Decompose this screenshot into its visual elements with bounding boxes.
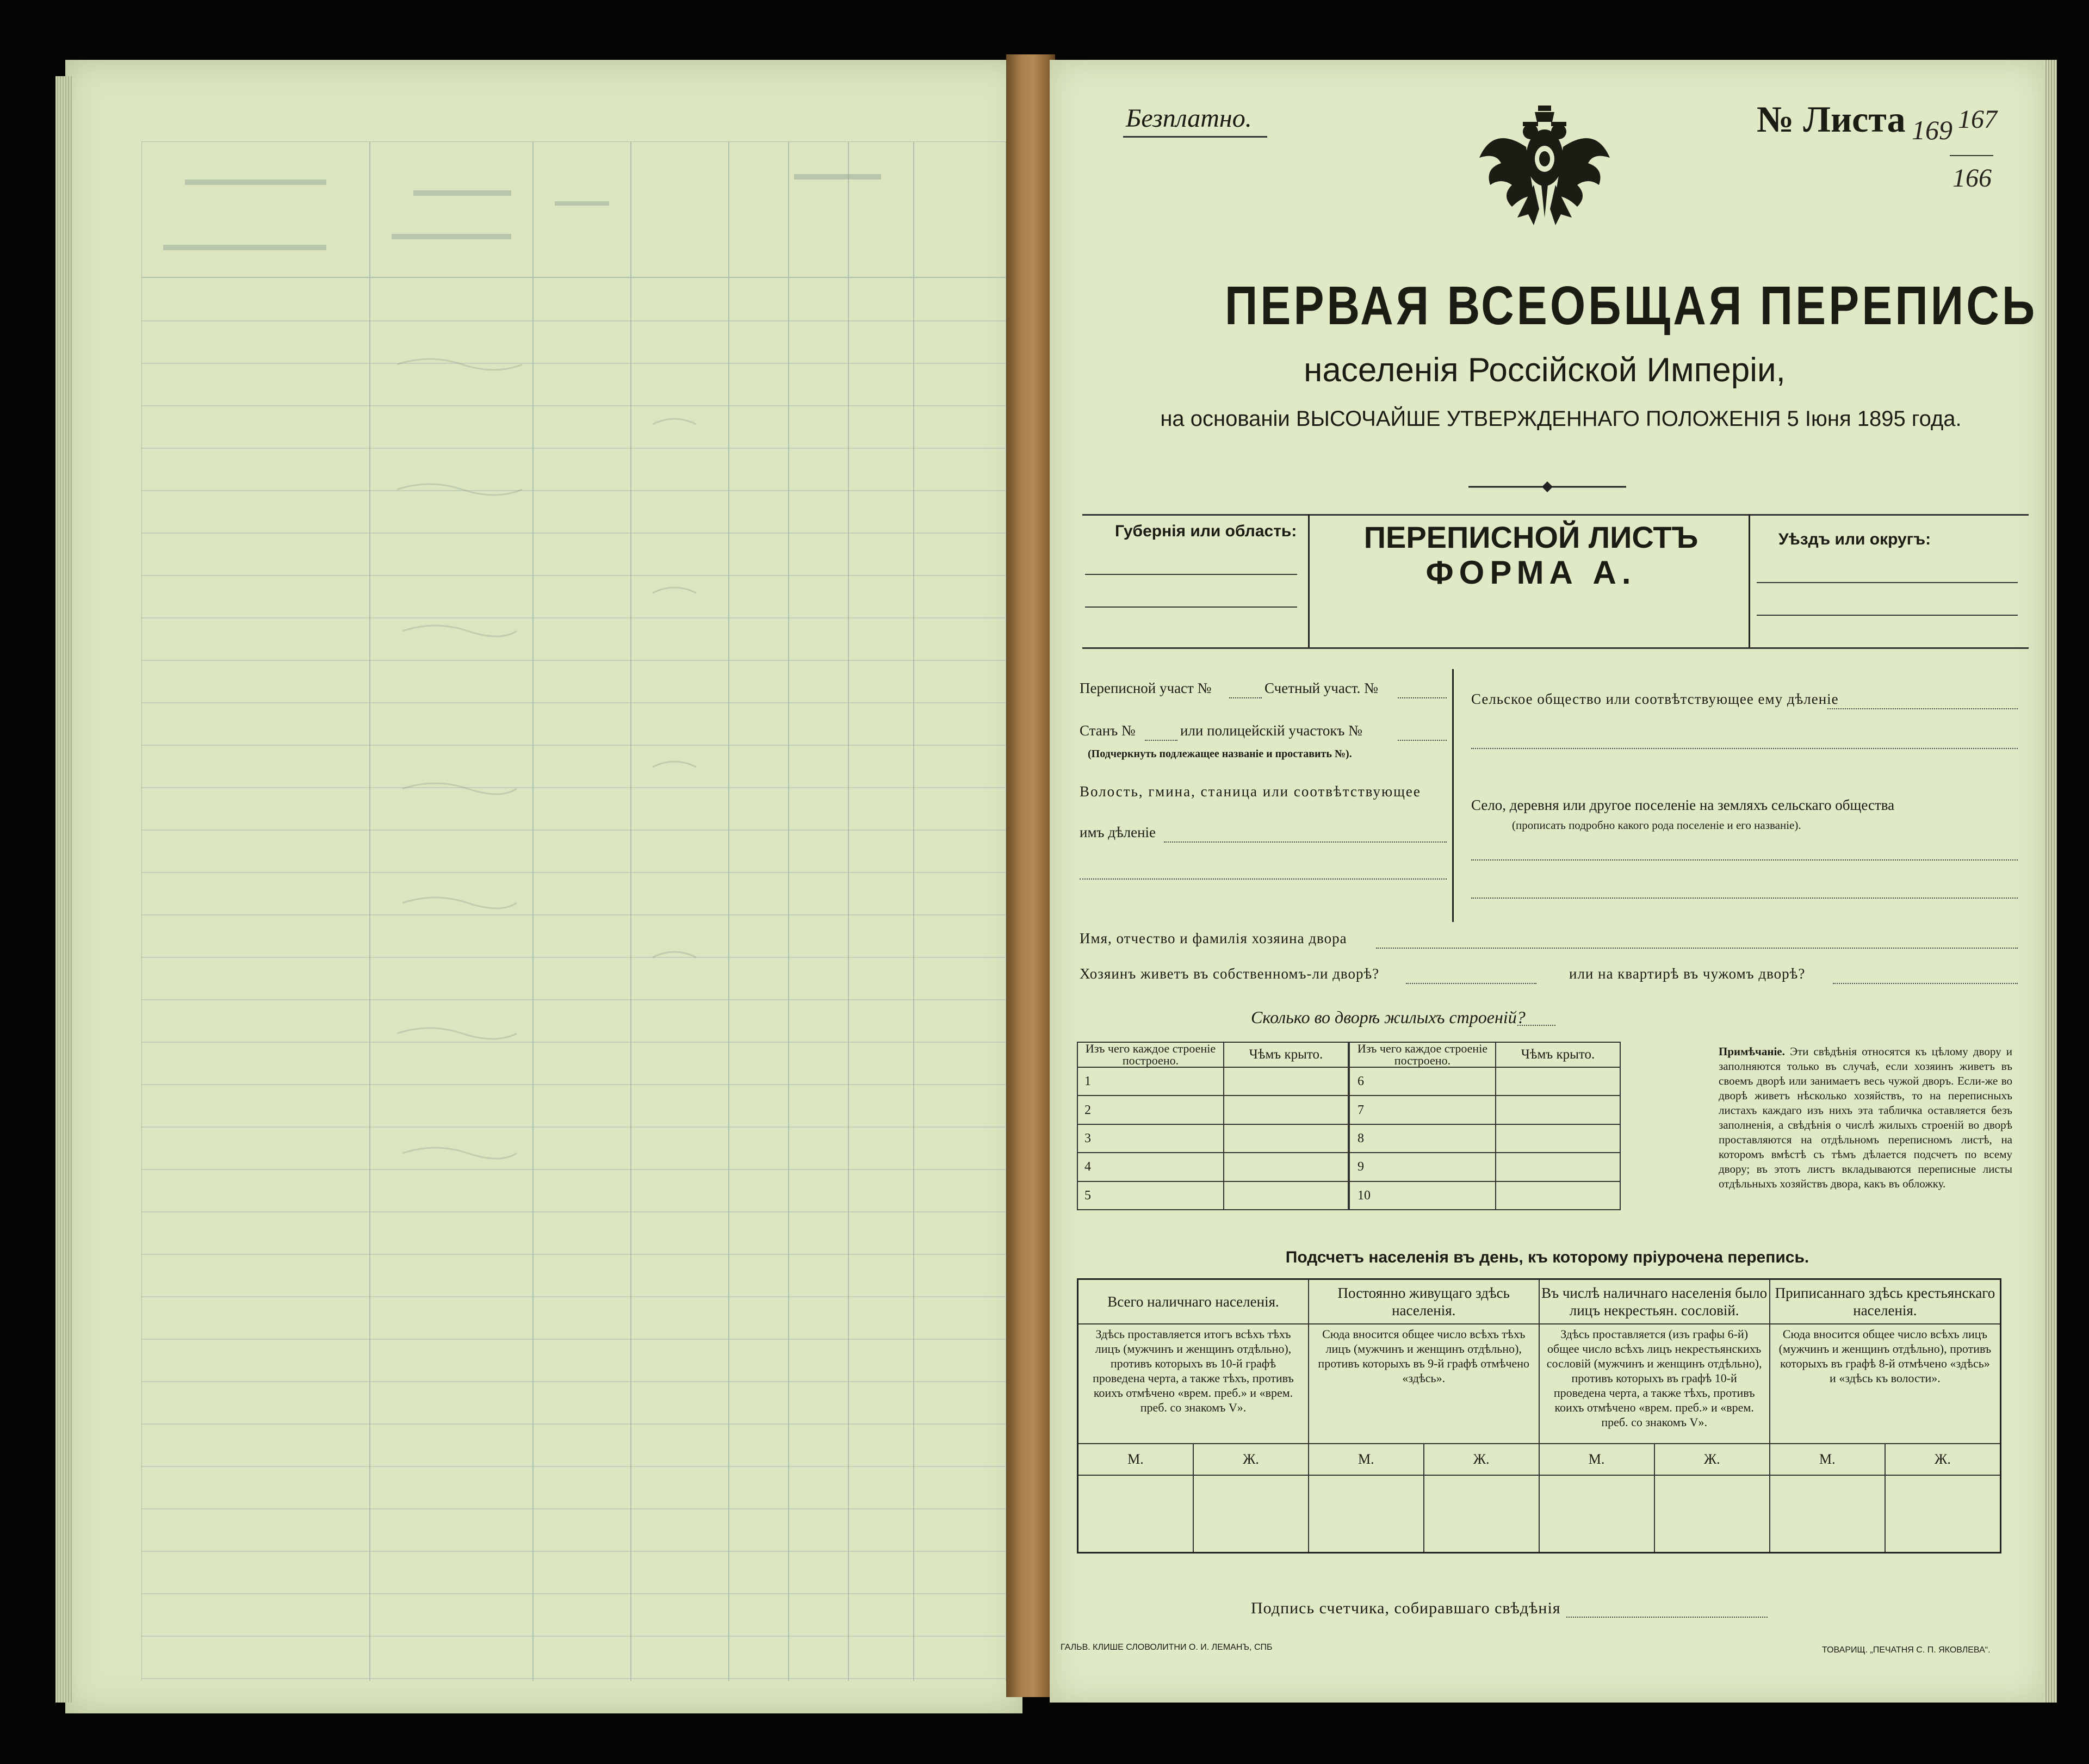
uezd-label: Уѣздъ или округъ: xyxy=(1778,530,1931,548)
form-type: ФОРМА А. xyxy=(1425,554,1637,591)
imprint-left: ГАЛЬВ. КЛИШЕ СЛОВОЛИТНИ О. И. ЛЕМАНЪ, СПБ xyxy=(1061,1643,1273,1652)
sheet-number-handwritten: 169 xyxy=(1912,115,1952,145)
female-header: Ж. xyxy=(1193,1444,1309,1475)
roof-cell[interactable] xyxy=(1224,1124,1349,1153)
page-stack-edge xyxy=(55,76,72,1703)
building-row-4[interactable]: 4 xyxy=(1077,1153,1224,1181)
or-apartment-field[interactable] xyxy=(1833,983,2018,984)
roof-cell[interactable] xyxy=(1224,1067,1349,1095)
roof-cell[interactable] xyxy=(1496,1067,1620,1095)
building-row-8[interactable]: 8 xyxy=(1349,1124,1496,1153)
or-apartment-label: или на квартирѣ въ чужомъ дворѣ? xyxy=(1569,965,1806,982)
tally-value-cell[interactable] xyxy=(1309,1475,1424,1553)
buildings-count-field[interactable] xyxy=(1517,1025,1555,1026)
rural-society-label: Сельское общество или соотвѣтствующее ему дѣленіе xyxy=(1471,691,1839,707)
tally-col-3-header: Въ числѣ наличнаго населенія было лицъ некрестьян. сословій. xyxy=(1539,1279,1770,1324)
census-district-field[interactable] xyxy=(1229,697,1262,698)
tally-value-cell[interactable] xyxy=(1424,1475,1539,1553)
owner-lives-field[interactable] xyxy=(1406,983,1536,984)
col-material-header: Изъ чего каждое строеніе построено. xyxy=(1349,1042,1496,1067)
roof-cell[interactable] xyxy=(1496,1153,1620,1181)
page-title: ПЕРВАЯ ВСЕОБЩАЯ ПЕРЕПИСЬ xyxy=(1225,275,2038,336)
rural-society-field-2[interactable] xyxy=(1471,748,2018,749)
signature-field[interactable] xyxy=(1566,1617,1768,1618)
census-form-page xyxy=(1050,60,2045,1703)
note-title: Примѣчаніе. xyxy=(1719,1045,1785,1058)
male-header: М. xyxy=(1770,1444,1885,1475)
legal-basis: на основаніи ВЫСОЧАЙШЕ УТВЕРЖДЕННАГО ПОЛОЖЕНІЯ 5 Іюня 1895 года. xyxy=(1160,407,1962,431)
header-divider-right xyxy=(1749,514,1750,647)
sheet-number-correction-1: 167 xyxy=(1958,105,1997,134)
note-text: Эти свѣдѣнія относятся къ цѣлому двору и заполняются только въ случаѣ, если хозяинъ живетъ въ своемъ дворѣ или занимаетъ весь чужой дворъ. Если-же во дворѣ живетъ нѣсколько хозяйствъ, то на переписныхъ листахъ каждаго изъ нихъ эта табличка оставляется безъ заполненія, а свѣдѣнія о числѣ жилыхъ строеній во дворѣ проставляются на отдѣльномъ переписномъ листѣ, на которомъ вмѣстѣ съ тѣмъ дѣлается подсчетъ по всему двору; въ этотъ листъ вкладываются переписные листы отдѣльныхъ хозяйствъ двора, какъ въ обложку. xyxy=(1719,1045,2013,1190)
volost-field[interactable] xyxy=(1164,841,1447,843)
header-top-rule xyxy=(1082,514,2029,516)
uezd-field[interactable] xyxy=(1757,582,2018,583)
tally-col-3-desc: Здѣсь проставляется (изъ графы 6-й) общее число всѣхъ лицъ некрестьянскихъ сословій (мужчинъ и женщинъ отдѣльно), противъ которыхъ въ графѣ 10-й проведена черта, а также тѣхъ, противъ коихъ отмѣчено «врем. преб.» и «врем. преб. со знакомъ V». xyxy=(1539,1324,1770,1444)
roof-cell[interactable] xyxy=(1496,1124,1620,1153)
uezd-field-2[interactable] xyxy=(1757,615,2018,616)
tally-col-2-header: Постоянно живущаго здѣсь населенія. xyxy=(1309,1279,1539,1324)
roof-cell[interactable] xyxy=(1224,1095,1349,1124)
left-page-grid xyxy=(141,141,1006,1681)
gubernia-field-2[interactable] xyxy=(1085,606,1297,608)
form-title: ПЕРЕПИСНОЙ ЛИСТЪ xyxy=(1363,520,1699,554)
building-row-9[interactable]: 9 xyxy=(1349,1153,1496,1181)
header-bottom-rule xyxy=(1082,647,2029,649)
building-row-2[interactable]: 2 xyxy=(1077,1095,1224,1124)
counting-district-label: Счетный участ. № xyxy=(1264,680,1378,696)
tally-col-4-desc: Сюда вносится общее число всѣхъ лицъ (мужчинъ и женщинъ отдѣльно), противъ которыхъ въ графѣ 8-й отмѣчено «здѣсь» и «здѣсь къ волости». xyxy=(1770,1324,2001,1444)
roof-cell[interactable] xyxy=(1496,1095,1620,1124)
tally-col-2-desc: Сюда вносится общее число всѣхъ тѣхъ лицъ (мужчинъ и женщинъ отдѣльно), противъ которыхъ въ 9-й графѣ отмѣчено «здѣсь». xyxy=(1309,1324,1539,1444)
header-divider-left xyxy=(1308,514,1310,647)
tally-value-cell[interactable] xyxy=(1885,1475,2001,1553)
sheet-number-correction-2: 166 xyxy=(1952,164,1992,193)
male-header: М. xyxy=(1078,1444,1193,1475)
volost-label-2: имъ дѣленіе xyxy=(1080,824,1156,840)
tally-col-4-header: Приписаннаго здѣсь крестьянскаго населенія. xyxy=(1770,1279,2001,1324)
tally-table xyxy=(1077,1278,2001,1553)
roof-cell[interactable] xyxy=(1224,1181,1349,1210)
gubernia-label: Губернія или область: xyxy=(1115,522,1297,540)
building-row-3[interactable]: 3 xyxy=(1077,1124,1224,1153)
building-row-10[interactable]: 10 xyxy=(1349,1181,1496,1210)
roof-cell[interactable] xyxy=(1224,1153,1349,1181)
sheet-number-label: № Листа xyxy=(1757,98,1906,140)
census-district-label: Переписной участ № xyxy=(1080,680,1212,696)
gubernia-field[interactable] xyxy=(1085,574,1297,575)
building-row-5[interactable]: 5 xyxy=(1077,1181,1224,1210)
owner-lives-label: Хозяинъ живетъ въ собственномъ-ли дворѣ? xyxy=(1080,965,1380,982)
village-field[interactable] xyxy=(1471,859,2018,861)
roof-cell[interactable] xyxy=(1496,1181,1620,1210)
fields-divider xyxy=(1452,669,1454,922)
police-district-label: или полицейскій участокъ № xyxy=(1180,722,1362,739)
imperial-eagle-emblem xyxy=(1474,98,1615,245)
village-field-2[interactable] xyxy=(1471,898,2018,899)
building-row-6[interactable]: 6 xyxy=(1349,1067,1496,1095)
tally-heading: Подсчетъ населенія въ день, къ которому пріурочена перепись. xyxy=(1285,1248,1809,1266)
building-row-1[interactable]: 1 xyxy=(1077,1067,1224,1095)
tally-value-cell[interactable] xyxy=(1078,1475,1193,1553)
female-header: Ж. xyxy=(1885,1444,2001,1475)
tally-value-cell[interactable] xyxy=(1654,1475,1770,1553)
buildings-table xyxy=(1077,1042,1621,1210)
village-label: Село, деревня или другое поселеніе на земляхъ сельскаго общества xyxy=(1471,797,1895,813)
male-header: М. xyxy=(1539,1444,1654,1475)
buildings-question: Сколько во дворѣ жилыхъ строеній? xyxy=(1251,1007,1526,1027)
page-subtitle: населенія Россійской Имперіи, xyxy=(1304,351,1786,389)
female-header: Ж. xyxy=(1654,1444,1770,1475)
stan-field[interactable] xyxy=(1145,740,1177,741)
female-header: Ж. xyxy=(1424,1444,1539,1475)
volost-field-2[interactable] xyxy=(1080,878,1447,880)
building-row-7[interactable]: 7 xyxy=(1349,1095,1496,1124)
free-underline xyxy=(1123,136,1267,138)
col-material-header: Изъ чего каждое строеніе построено. xyxy=(1077,1042,1224,1067)
underline-note: (Подчеркнуть подлежащее названіе и проставить №). xyxy=(1088,748,1352,760)
volost-label: Волость, гмина, станица или соотвѣтствующее xyxy=(1080,783,1421,800)
stan-label: Станъ № xyxy=(1080,722,1136,739)
col-roof-header: Чѣмъ крыто. xyxy=(1496,1042,1620,1067)
owner-name-label: Имя, отчество и фамилія хозяина двора xyxy=(1080,930,1347,946)
sheet-number-underline xyxy=(1950,155,1993,156)
binding-spine xyxy=(1006,54,1055,1697)
page-stack-edge xyxy=(2044,60,2057,1703)
note-block xyxy=(1719,1044,2012,1191)
tally-col-1-desc: Здѣсь проставляется итогъ всѣхъ тѣхъ лицъ (мужчинъ и женщинъ отдѣльно), противъ которыхъ въ 10-й графѣ проведена черта, а также тѣхъ, противъ коихъ отмѣчено «врем. преб.» и «врем. преб. со знакомъ V». xyxy=(1078,1324,1309,1444)
tally-value-cell[interactable] xyxy=(1770,1475,1885,1553)
male-header: М. xyxy=(1309,1444,1424,1475)
left-page xyxy=(65,60,1022,1713)
village-note: (прописать подробно какого рода поселеніе и его названіе). xyxy=(1512,819,1801,832)
tally-value-cell[interactable] xyxy=(1193,1475,1309,1553)
rural-society-field[interactable] xyxy=(1827,708,2018,709)
col-roof-header: Чѣмъ крыто. xyxy=(1224,1042,1349,1067)
counting-district-field[interactable] xyxy=(1398,697,1447,698)
signature-label: Подпись счетчика, собиравшаго свѣдѣнія xyxy=(1251,1599,1561,1617)
title-ornament xyxy=(1468,481,1626,492)
police-district-field[interactable] xyxy=(1398,740,1447,741)
free-label: Безплатно. xyxy=(1126,104,1252,133)
imprint-right: ТОВАРИЩ. „ПЕЧАТНЯ С. П. ЯКОВЛЕВА“. xyxy=(1822,1645,1991,1655)
owner-name-field[interactable] xyxy=(1376,948,2018,949)
tally-value-cell[interactable] xyxy=(1539,1475,1654,1553)
tally-col-1-header: Всего наличнаго населенія. xyxy=(1078,1279,1309,1324)
